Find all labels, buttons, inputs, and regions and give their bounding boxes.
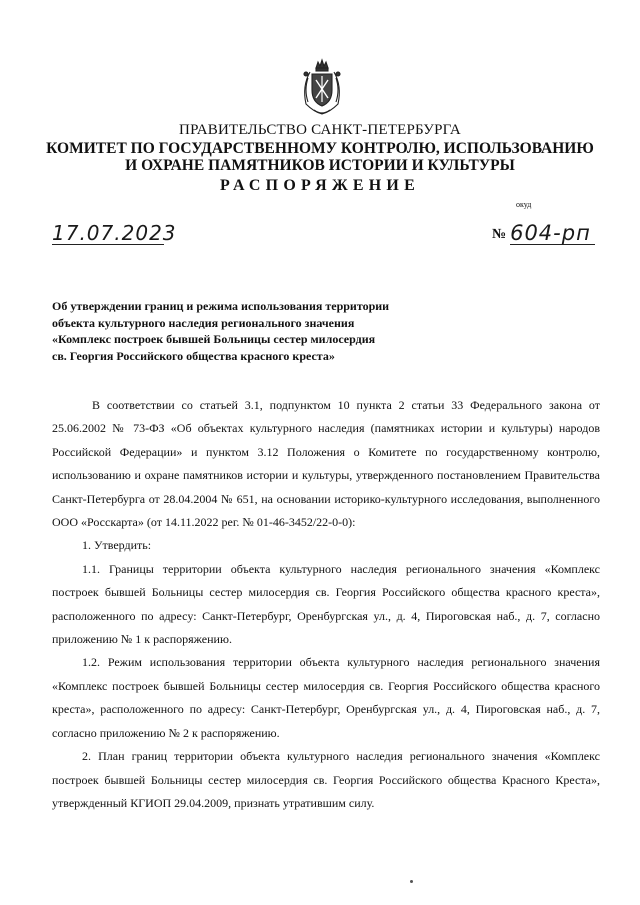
document-number-block [492,222,595,245]
document-subject [52,298,472,364]
subject-line-2: объекта культурного наследия регионального значения [52,315,355,330]
document-body [52,394,600,815]
scan-dot [410,880,413,883]
committee-title-line-2: И ОХРАНЕ ПАМЯТНИКОВ ИСТОРИИ И КУЛЬТУРЫ [125,157,515,174]
item-1-paragraph: 1. Утвердить: [82,538,152,553]
item-1-2-paragraph: 1.2. Режим использования территории объекта культурного наследия регионального значения «Комплекс построек бывшей Больницы сестер милосердия св. Георгия Российского общества красного креста», расположенного по адресу: Санкт-Петербург, Оренбургская ул., д. 4, Пироговская наб., д. 7, согласно приложению № 2 к распоряжению. [52,655,600,740]
st-petersburg-coat-of-arms-icon [300,58,344,118]
number-sign: № [492,227,507,242]
subject-line-1: Об утверждении границ и режима использования территории [52,299,390,313]
subject-line-3: «Комплекс построек бывшей Больницы сестер милосердия [52,332,376,346]
subject-line-4: св. Георгия Российского общества красного креста» [52,348,335,363]
item-1-1-paragraph: 1.1. Границы территории объекта культурного наследия регионального значения «Комплекс построек бывшей Больницы сестер милосердия св. Георгия Российского общества красного креста», расположенного по адресу: Санкт-Петербург, Оренбургская ул., д. 4, Пироговская наб., д. 7, согласно приложению № 1 к распоряжению. [52,561,600,647]
item-2-paragraph: 2. План границ территории объекта культурного наследия регионального значения «Комплекс построек бывшей Больницы сестер милосердия св. Георгия Российского общества Красного Креста», утвержденный КГИОП 29.04.2009, признать утратившим силу. [52,749,600,810]
okud-label: окуд [516,200,532,209]
document-number: 604-рп [510,222,595,245]
document-date: 17.07.2023 [52,221,177,245]
committee-title [0,140,640,174]
government-title: ПРАВИТЕЛЬСТВО САНКТ-ПЕТЕРБУРГА [179,122,461,138]
document-type-title: РАСПОРЯЖЕНИЕ [220,177,420,194]
committee-title-line-1: КОМИТЕТ ПО ГОСУДАРСТВЕННОМУ КОНТРОЛЮ, ИСПОЛЬЗОВАНИЮ [46,140,594,157]
preamble-paragraph: В соответствии со статьей 3.1, подпунктом 10 пункта 2 статьи 33 Федерального закона от 25.06.2002 № 73-ФЗ «Об объектах культурного наследия (памятниках истории и культуры) народов Российской Федерации» и пунктом 3.12 Положения о Комитете по государственному контролю, использованию и охране памятников истории и культуры, утвержденного постановлением Правительства Санкт-Петербурга от 28.04.2004 № 651, на основании историко-культурного исследования, выполненного ООО «Росскарта» (от 14.11.2022 рег. № 01-46-3452/22-0-0): [52,398,600,530]
